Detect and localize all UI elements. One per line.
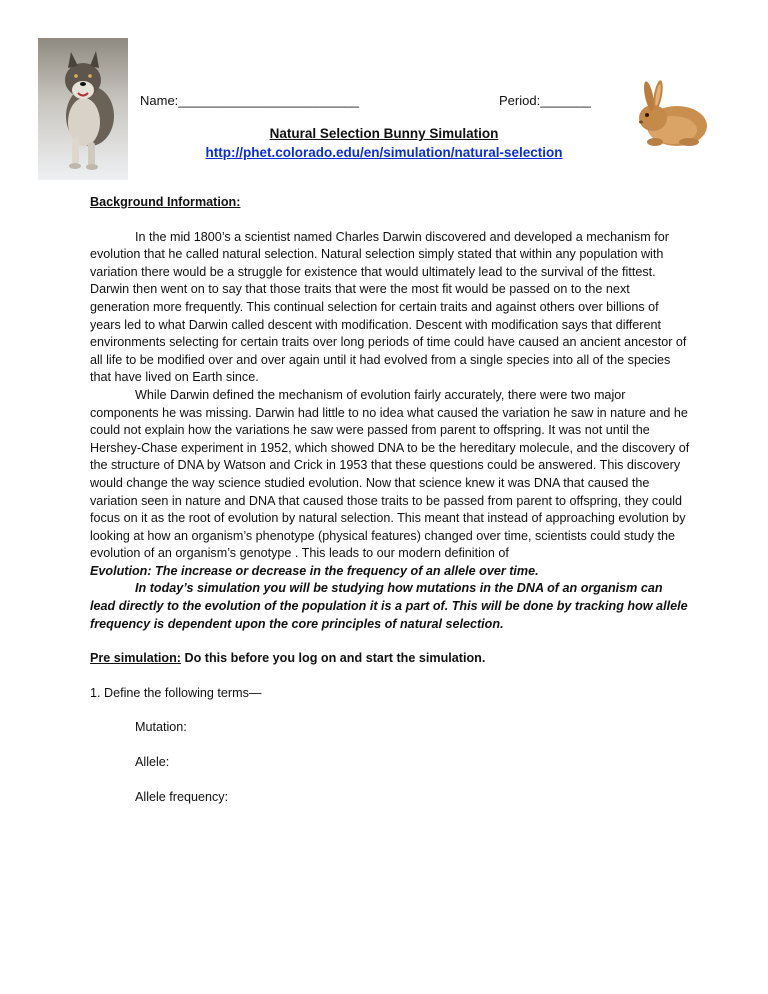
title-text: Natural Selection Bunny Simulation xyxy=(269,126,499,141)
page-title xyxy=(0,124,768,162)
question-1: 1. Define the following terms— xyxy=(90,685,262,700)
background-paragraph-2: While Darwin defined the mechanism of evolution fairly accurately, there were two major components he was missing. Darwin had little to no idea what caused the variation he saw in nature and he could not explain how the variations he saw were passed from parent to offspring. It was not until the Hershey-Chase experiment in 1952, which showed DNA to be the hereditary molecule, and the discovery of the structure of DNA by Watson and Crick in 1953 that these questions could be answered. This discovery would change the way science studied evolution. Now that science knew it was DNA that caused the variation seen in nature and DNA that caused those traits to be passed from parent to offspring, they could focus on it as the root of evolution by natural selection. This meant that instead of approaching evolution by looking at how an organism’s phenotype (physical features) changed over time, scientists could study the evolution of an organism’s genotype . This leads to our modern definition of xyxy=(90,387,690,561)
background-paragraph-3: In today’s simulation you will be studying how mutations in the DNA of an organism can lead directly to the evolution of the population it is a part of. This will be done by tracking how allele frequency is dependent upon the core principles of natural selection. xyxy=(90,581,688,631)
evolution-definition: Evolution: The increase or decrease in the frequency of an allele over time. xyxy=(90,563,539,578)
document-body xyxy=(90,194,690,806)
background-heading: Background Information: xyxy=(90,195,241,209)
period-field: Period:_______ xyxy=(499,93,591,108)
pre-simulation-heading: Pre simulation: xyxy=(90,651,181,666)
term-allele: Allele: xyxy=(135,755,170,770)
background-paragraph-1: In the mid 1800’s a scientist named Charles Darwin discovered and developed a mechanism for evolution that he called natural selection. Natural selection simply stated that within any population with variation there would be a struggle for existence that would ultimately lead to the survival of the fittest. Darwin then went on to say that those traits that were the most fit would be passed on to the next generation more frequently. This continual selection for certain traits and against others over billions of years led to what Darwin called descent with modification. Descent with modification says that different environments selecting for certain traits over long periods of time could have caused an ancient ancestor of all life to be modified over and over again until it had evolved from a single species into all of the species that have lived on Earth since. xyxy=(90,229,687,385)
term-mutation: Mutation: xyxy=(135,720,187,735)
simulation-link[interactable]: http://phet.colorado.edu/en/simulation/natural-selection xyxy=(205,145,563,160)
term-allele-frequency: Allele frequency: xyxy=(135,789,229,804)
name-field: Name:_________________________ xyxy=(140,93,360,108)
pre-simulation-instruction: Do this before you log on and start the simulation. xyxy=(180,651,486,666)
